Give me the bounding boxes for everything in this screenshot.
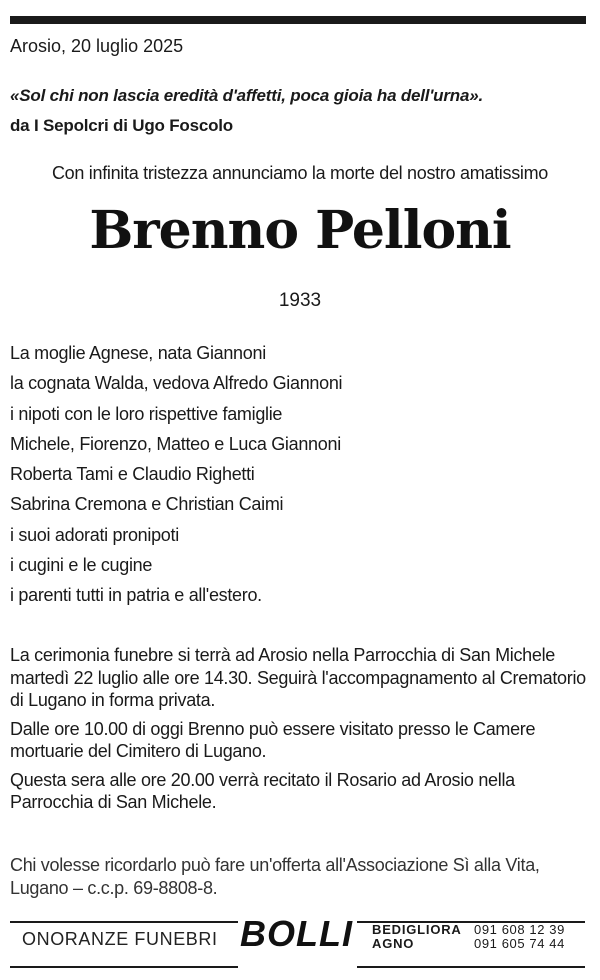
announcement: Con infinita tristezza annunciamo la morte del nostro amatissimo <box>51 163 549 183</box>
branch-city: BEDIGLIORA <box>372 922 462 937</box>
mourner-line: Michele, Fiorenzo, Matteo e Luca Giannoni <box>10 433 341 454</box>
donation-note: Chi volesse ricordarlo può fare un'offerta all'Associazione Sì alla Vita, Lugano – c.c.p. 69-8808-8. <box>10 855 540 898</box>
rosary-info: Questa sera alle ore 20.00 verrà recitato il Rosario ad Arosio nella Parrocchia di San Michele. <box>10 769 515 812</box>
mourners-list <box>10 338 342 611</box>
branch-city: AGNO <box>372 936 415 951</box>
mourner-line: Roberta Tami e Claudio Righetti <box>10 464 255 485</box>
mourner-line: la cognata Walda, vedova Alfredo Giannoni <box>10 373 343 394</box>
mourner-line: i nipoti con le loro rispettive famiglie <box>10 403 283 424</box>
footer-rule <box>10 966 238 968</box>
deceased-name: Brenno Pelloni <box>89 200 511 261</box>
footer-rule <box>10 921 238 923</box>
footer-rule <box>357 966 585 968</box>
mourner-line: La moglie Agnese, nata Giannoni <box>10 343 266 363</box>
mourner-line: i parenti tutti in patria e all'estero. <box>10 585 262 606</box>
funeral-info: La cerimonia funebre si terrà ad Arosio nella Parrocchia di San Michele martedì 22 luglio alle ore 14.30. Seguirà l'accompagnamento al Crematorio di Lugano in forma privata. <box>10 645 586 710</box>
funeral-home-label: ONORANZE FUNEBRI <box>22 929 218 949</box>
place-date: Arosio, 20 luglio 2025 <box>10 36 184 56</box>
birth-year: 1933 <box>278 290 322 311</box>
epigraph-source: da I Sepolcri di Ugo Foscolo <box>10 116 233 135</box>
branch-phone: 091 608 12 39 <box>474 922 565 937</box>
epigraph-quote: «Sol chi non lascia eredità d'affetti, poca gioia ha dell'urna». <box>10 86 483 105</box>
ceremony-details <box>10 644 595 820</box>
funeral-home-logo: BOLLI <box>240 913 353 954</box>
top-rule <box>10 16 586 24</box>
mourner-line: i cugini e le cugine <box>10 555 153 576</box>
branch-cities <box>372 923 462 951</box>
branch-phones <box>474 923 565 951</box>
mourner-line: i suoi adorati pronipoti <box>10 524 179 545</box>
mourner-line: Sabrina Cremona e Christian Caimi <box>10 494 284 515</box>
visitation-info: Dalle ore 10.00 di oggi Brenno può essere visitato presso le Camere mortuarie del Cimitero di Lugano. <box>10 718 536 761</box>
branch-phone: 091 605 74 44 <box>474 936 565 951</box>
